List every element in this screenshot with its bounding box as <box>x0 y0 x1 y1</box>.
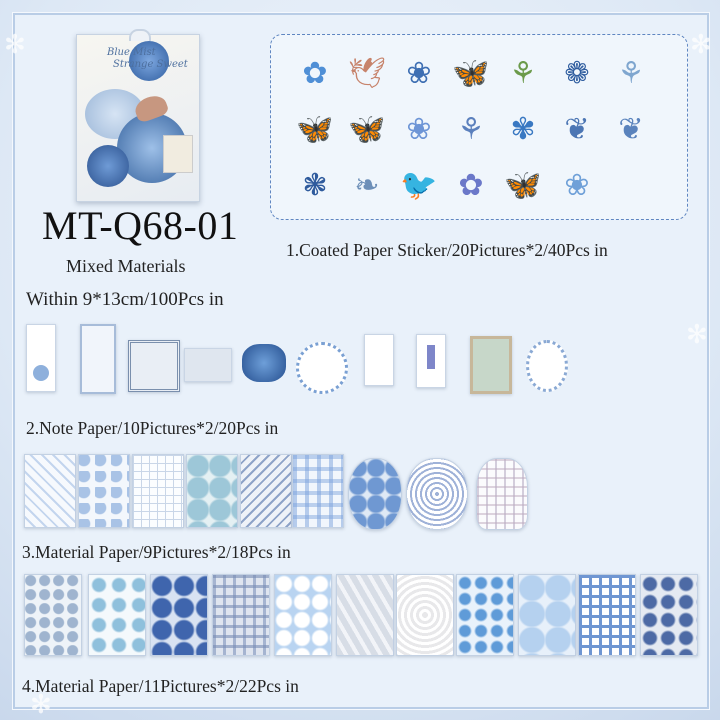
hydrangea-icon: ❀ <box>406 111 432 147</box>
material-paper-sheet <box>396 574 454 656</box>
bird-icon: 🕊 <box>347 55 387 91</box>
note-paper-item <box>364 334 394 386</box>
material-paper-sheet <box>456 574 514 656</box>
framed-flower-icon: ❦ <box>564 111 590 147</box>
package-title-line1: Blue Mist <box>107 47 156 58</box>
sprig-icon: ⚘ <box>617 55 645 91</box>
note-paper-item <box>470 336 512 394</box>
note-paper-item <box>80 324 116 394</box>
flower-icon <box>33 365 49 381</box>
iris-icon: ⚘ <box>509 55 537 91</box>
note-paper-item <box>26 324 56 392</box>
snowflake-decor-icon: ✻ <box>690 30 712 59</box>
note-paper-icon <box>163 135 193 173</box>
butterfly-icon: 🦋 <box>452 55 490 91</box>
section-caption-note-paper: 2.Note Paper/10Pictures*2/20Pcs in <box>26 418 279 438</box>
flower-icon <box>242 344 286 382</box>
note-paper-item <box>128 340 180 392</box>
bouquet-icon: ❀ <box>564 167 590 203</box>
material-paper-sheet <box>186 454 238 528</box>
material-paper-sheet <box>274 574 332 656</box>
butterfly-icon: 🦋 <box>504 167 542 203</box>
material-paper-sheet <box>24 454 76 528</box>
material-paper-sheet <box>212 574 270 656</box>
note-paper-item <box>526 340 568 392</box>
flower-stem-icon: ⚘ <box>457 111 485 147</box>
material-paper-sheet <box>78 454 130 528</box>
material-paper-sheet <box>240 454 292 528</box>
note-paper-item <box>296 342 348 394</box>
material-paper-sheet <box>88 574 146 656</box>
hydrangea-icon: ❀ <box>406 55 432 91</box>
material-paper-sheet <box>292 454 344 528</box>
product-code: MT-Q68-01 <box>42 203 239 248</box>
note-paper-item <box>416 334 446 388</box>
package-title-line2: Strange Sweet <box>113 59 188 70</box>
size-count: Within 9*13cm/100Pcs in <box>26 289 224 310</box>
product-type: Mixed Materials <box>66 256 186 276</box>
snowflake-decor-icon: ✻ <box>30 690 52 719</box>
material-paper-sheet <box>640 574 698 656</box>
lavender-icon <box>427 345 435 369</box>
material-paper-sheet <box>150 574 208 656</box>
section-caption-stickers: 1.Coated Paper Sticker/20Pictures*2/40Pcs in <box>286 240 608 260</box>
card-icon: ❧ <box>354 167 380 203</box>
blue-flower-icon: ✿ <box>302 55 328 91</box>
butterfly-icon: 🦋 <box>348 111 386 147</box>
material-paper-sheet <box>132 454 184 528</box>
snowflake-decor-icon: ✻ <box>686 320 708 349</box>
hang-tab <box>129 29 151 41</box>
bouquet-icon: ✿ <box>458 167 484 203</box>
material-paper-sheet <box>406 458 468 530</box>
framed-flower-icon: ❦ <box>618 111 644 147</box>
bird-icon: 🐦 <box>400 167 438 203</box>
rose-icon: ❁ <box>564 55 590 91</box>
material-paper-sheet <box>518 574 576 656</box>
lily-icon: ✾ <box>510 111 536 147</box>
material-paper-sheet <box>336 574 394 656</box>
flower-icon <box>87 145 129 187</box>
material-paper-sheet <box>348 458 402 530</box>
product-package-image <box>76 34 200 202</box>
note-paper-item <box>184 348 232 382</box>
package-title <box>107 47 188 71</box>
butterfly-icon: 🦋 <box>296 111 334 147</box>
material-paper-sheet <box>476 458 528 530</box>
material-paper-sheet <box>578 574 636 656</box>
berries-icon: ❃ <box>302 167 328 203</box>
material-paper-sheet <box>24 574 82 656</box>
snowflake-decor-icon: ✻ <box>4 30 26 59</box>
sticker-panel <box>270 34 688 220</box>
section-caption-material-paper-9: 3.Material Paper/9Pictures*2/18Pcs in <box>22 542 291 562</box>
section-caption-material-paper-11: 4.Material Paper/11Pictures*2/22Pcs in <box>22 676 299 696</box>
